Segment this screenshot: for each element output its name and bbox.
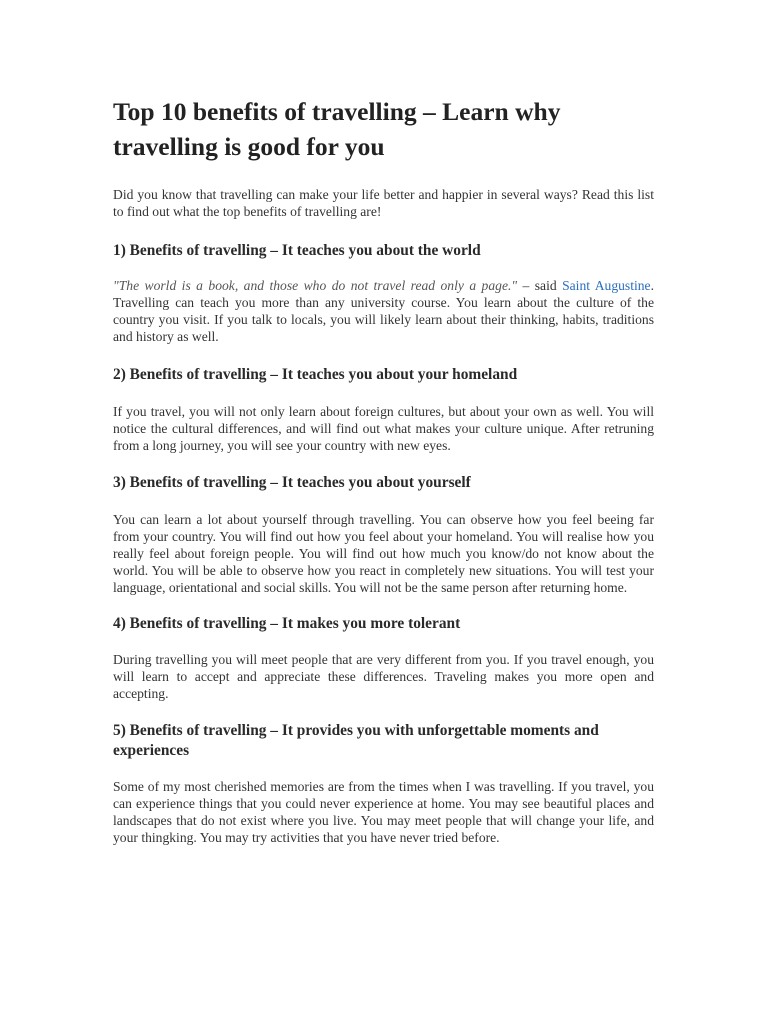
section-5-heading: 5) Benefits of travelling – It provides you with unforgettable moments and experiences: [113, 722, 599, 759]
section-3-heading: 3) Benefits of travelling – It teaches you about yourself: [113, 474, 471, 491]
section-4-heading: 4) Benefits of travelling – It makes you more tolerant: [113, 615, 461, 632]
section-2-heading: 2) Benefits of travelling – It teaches you about your homeland: [113, 366, 518, 383]
section-4-body: During travelling you will meet people that are very different from you. If you travel enough, you will learn to accept and appreciate these differences. Traveling makes you more open and accepting.: [113, 652, 654, 701]
section-1-body: [113, 277, 654, 345]
said-text: – said: [517, 278, 563, 293]
augustine-quote: "The world is a book, and those who do not travel read only a page.": [113, 278, 518, 293]
saint-augustine-link[interactable]: Saint Augustine: [562, 278, 651, 293]
section-5-body: Some of my most cherished memories are from the times when I was travelling. If you travel, you can experience things that you could never experience at home. You may see beautiful places and landscapes that do not exist where you live. You may meet people that will change your life, and your thingking. You may try activities that you have never tried before.: [113, 779, 654, 845]
section-3-body: You can learn a lot about yourself through travelling. You can observe how you feel beeing far from your country. You will find out how you feel about your homeland. You will realise how you really feel about foreign people. You will find out how much you know/do not know about the world. You will be able to observe how you react in completely new situations. You will test your language, orientational and social skills. You will not be the same person after returning home.: [113, 512, 654, 595]
article: [113, 94, 654, 846]
section-1-text: . Travelling can teach you more than any university course. You learn about the culture of the country you visit. If you talk to locals, you will likely learn about their thinking, habits, traditions and history as well.: [113, 278, 654, 344]
intro-paragraph: Did you know that travelling can make your life better and happier in several ways? Read this list to find out what the top benefits of travelling are!: [113, 187, 654, 219]
section-1-heading: 1) Benefits of travelling – It teaches you about the world: [113, 242, 481, 259]
article-title: Top 10 benefits of travelling – Learn why travelling is good for you: [113, 97, 561, 161]
section-2-body: If you travel, you will not only learn about foreign cultures, but about your own as well. You will notice the cultural differences, and will find out what makes your culture unique. After retruning from a long journey, you will see your country with new eyes.: [113, 404, 654, 453]
